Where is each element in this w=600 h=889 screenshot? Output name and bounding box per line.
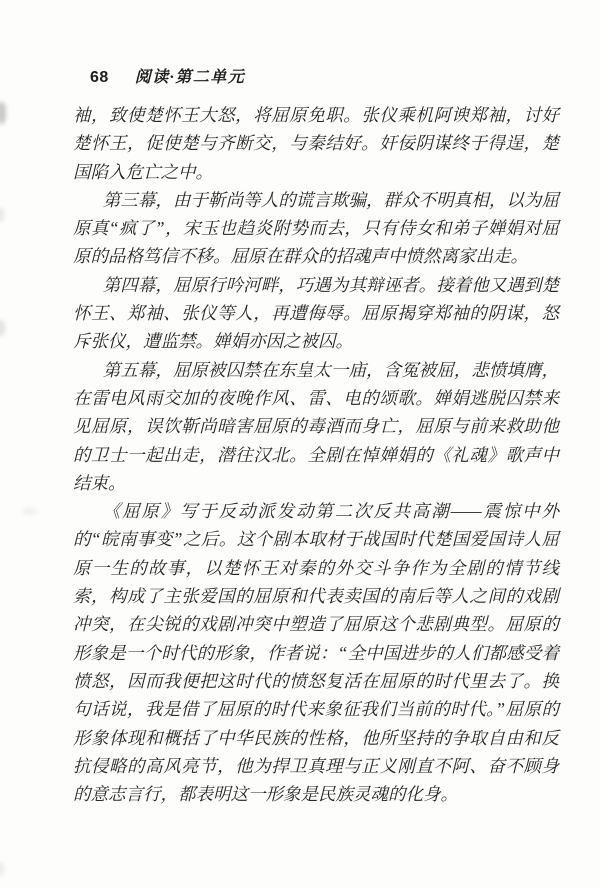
scan-smudge [22,508,38,515]
paragraph-act2-continuation: 袖，致使楚怀王大怒，将屈原免职。张仪乘机阿谀郑袖，讨好楚怀王，促使楚与齐断交，与秦结好。奸佞阴谋终于得逞，楚国陷入危亡之中。 [73,105,559,182]
paragraph-commentary: 《屈原》写于反动派发动第二次反共高潮——震惊中外的“皖南事变”之后。这个剧本取材于战国时代楚国爱国诗人屈原一生的故事，以楚怀王对秦的外交斗争作为全剧的情节线索，构成了主张爱国的屈原和代表卖国的南后等人之间的戏剧冲突，在尖锐的戏剧冲突中塑造了屈原这个悲剧典型。屈原的形象是一个时代的形象，作者说：“全中国进步的人们都感受着愤怒，因而我便把这时代的愤怒复活在屈原的时代里去了。换句话说，我是借了屈原的时代来象征我们当前的时代。”屈原的形象体现和概括了中华民族的性格，他所坚持的争取自由和反抗侵略的高风亮节，他为捍卫真理与正义刚直不阿、奋不顾身的意志言行，都表明这一形象是民族灵魂的化身。 [73,501,559,805]
scan-smudge [0,320,5,336]
paragraph-act3: 第三幕，由于靳尚等人的谎言欺骗，群众不明真相，以为屈原真“疯了”，宋玉也趋炎附势而去，只有侍女和弟子婵娟对屈原的品格笃信不移。屈原在群众的招魂声中愤然离家出走。 [73,189,559,267]
scan-smudge [0,102,6,124]
scan-smudge [0,208,4,222]
paragraph-act5: 第五幕，屈原被囚禁在东皇太一庙，含冤被屈，悲愤填膺，在雷电风雨交加的夜晚作风、雷、电的颂歌。婵娟逃脱囚禁来见屈原，误饮靳尚暗害屈原的毒酒而身亡，屈原与前来救助他的卫士一起出走，潜往汉北。全剧在悼婵娟的《礼魂》歌声中结束。 [73,359,559,493]
scan-smudge [0,862,4,876]
page-number: 68 [90,69,109,86]
paragraph-act4: 第四幕，屈原行吟河畔，巧遇为其辩诬者。接着他又遇到楚怀王、郑袖、张仪等人，再遭侮辱。屈原揭穿郑袖的阴谋，怒斥张仪，遭监禁。婵娟亦因之被囚。 [73,274,559,352]
page-body [73,101,559,808]
section-title: 阅读·第二单元 [134,69,246,86]
running-head [90,64,245,87]
